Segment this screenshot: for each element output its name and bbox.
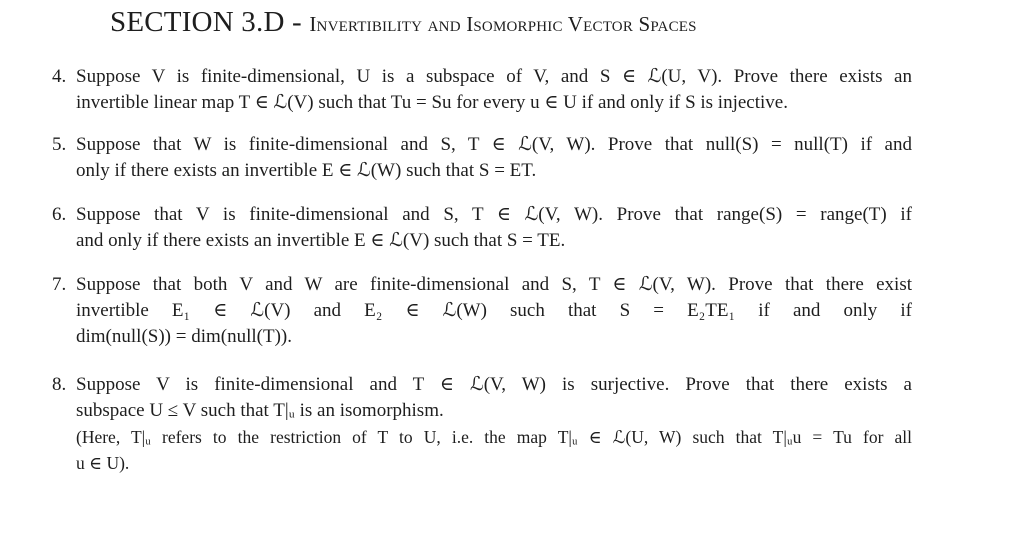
problem-line: only if there exists an invertible E ∈ ℒ(W) such that S = ET.	[76, 160, 537, 181]
problem-line: and only if there exists an invertible E ∈ ℒ(V) such that S = TE.	[76, 230, 566, 251]
section-label: SECTION 3.D	[110, 6, 285, 38]
section-heading	[110, 6, 697, 39]
problem-line: Suppose that V is finite-dimensional and S, T ∈ ℒ(V, W). Prove that range(S) = range(T) if	[76, 204, 912, 225]
problem-line: invertible linear map T ∈ ℒ(V) such that Tu = Su for every u ∈ U if and only if S is injective.	[76, 92, 788, 113]
problem-text	[76, 132, 916, 184]
problem-line: dim(null(S)) = dim(null(T)).	[76, 326, 292, 347]
problem-number: 6.	[52, 204, 67, 225]
problem-number: 8.	[52, 374, 67, 395]
problem-line: Suppose V is finite-dimensional and T ∈ ℒ(V, W) is surjective. Prove that there exists a	[76, 374, 912, 395]
problem-text	[76, 202, 916, 254]
problem-note-line: (Here, T|ᵤ refers to the restriction of T to U, i.e. the map T|ᵤ ∈ ℒ(U, W) such that T|ᵤu = Tu for all	[76, 427, 912, 447]
problem-line: Suppose V is finite-dimensional, U is a subspace of V, and S ∈ ℒ(U, V). Prove there exists an	[76, 66, 912, 87]
section-title: Invertibility and Isomorphic Vector Spaces	[309, 12, 697, 36]
problem-number: 5.	[52, 134, 67, 155]
problem-text	[76, 64, 916, 116]
problem-number: 4.	[52, 66, 67, 87]
problem-note-line: u ∈ U).	[76, 453, 130, 473]
problem-line: invertible E₁ ∈ ℒ(V) and E₂ ∈ ℒ(W) such that S = E₂TE₁ if and only if	[76, 300, 912, 321]
heading-separator: -	[284, 6, 310, 38]
problem-number: 7.	[52, 274, 67, 295]
problem-line: subspace U ≤ V such that T|ᵤ is an isomorphism.	[76, 400, 444, 421]
problem-line: Suppose that W is finite-dimensional and S, T ∈ ℒ(V, W). Prove that null(S) = null(T) if and	[76, 134, 912, 155]
problem-text	[76, 372, 916, 476]
problem-line: Suppose that both V and W are finite-dimensional and S, T ∈ ℒ(V, W). Prove that there exist	[76, 274, 912, 295]
problem-text	[76, 272, 916, 350]
